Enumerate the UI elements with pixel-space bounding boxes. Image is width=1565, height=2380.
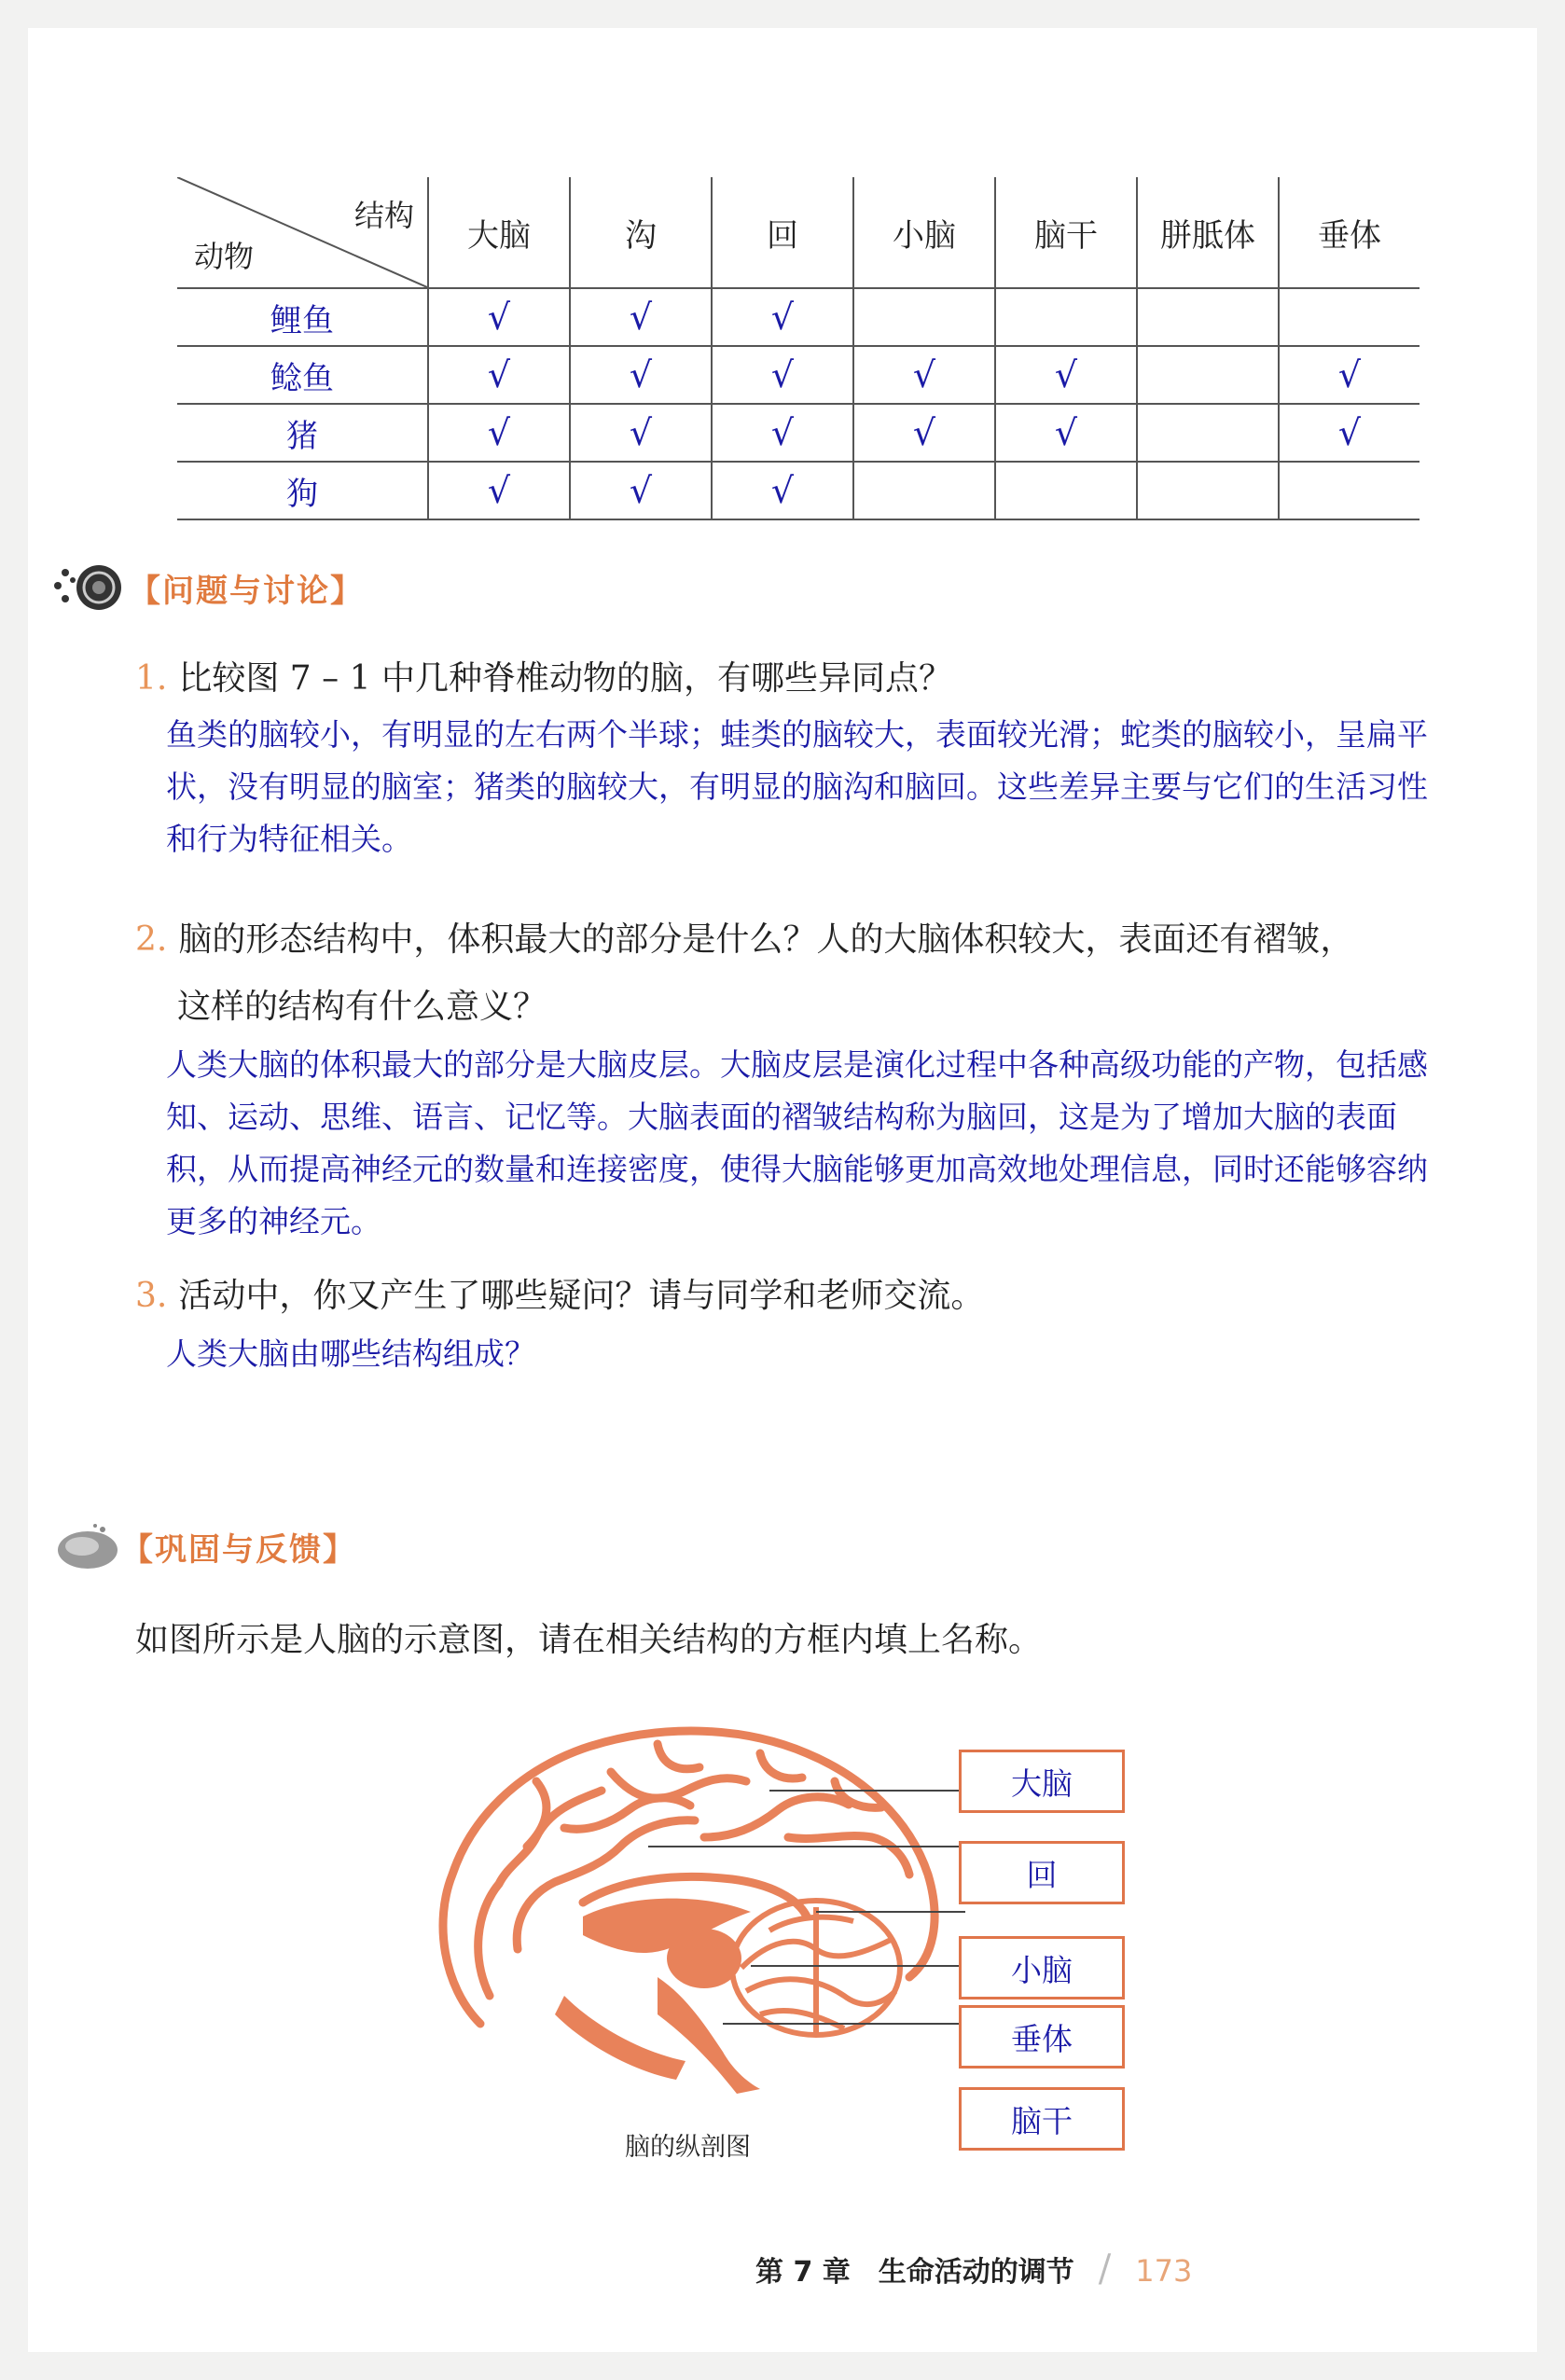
table-cell: √ [570,346,712,404]
table-cell [995,288,1137,346]
table-corner-cell [177,177,428,288]
table-cell [853,462,995,519]
table-cell [853,288,995,346]
feedback-title: 【巩固与反馈】 [121,1530,356,1569]
table-cell: √ [853,346,995,404]
row-animal: 猪 [177,404,428,462]
col-header: 回 [712,177,853,288]
question-2 [135,914,1353,966]
question-text: 比较图 7 – 1 中几种脊椎动物的脑，有哪些异同点？ [178,659,952,698]
discussion-icon [45,560,129,616]
col-header: 胼胝体 [1137,177,1279,288]
table-cell [1279,288,1420,346]
label-box-pituitary[interactable]: 垂体 [959,2005,1125,2069]
col-header: 沟 [570,177,712,288]
question-3 [135,1270,984,1322]
table-cell [1137,462,1279,519]
table-cell: √ [1279,346,1420,404]
table-cell [995,462,1137,519]
table-row [177,462,1420,519]
feedback-icon [54,1520,121,1572]
answer-1: 鱼类的脑较小，有明显的左右两个半球；蛙类的脑较大，表面较光滑；蛇类的脑较小，呈扁平状，没有明显的脑室；猪类的脑较大，有明显的脑沟和脑回。这些差异主要与它们的生活习性和行为特征相关。 [166,716,1428,857]
table-cell: √ [995,346,1137,404]
question-number: 3. [135,1277,168,1315]
corner-label-animal: 动物 [194,239,255,274]
label-box-gyrus[interactable]: 回 [959,1841,1125,1904]
table-cell: √ [570,288,712,346]
question-text: 活动中，你又产生了哪些疑问？请与同学和老师交流。 [178,1277,985,1315]
discussion-title: 【问题与讨论】 [129,572,364,610]
row-animal: 鲤鱼 [177,288,428,346]
table-row [177,346,1420,404]
table-cell: √ [995,404,1137,462]
col-header: 垂体 [1279,177,1420,288]
table-cell [1279,462,1420,519]
table-cell: √ [1279,404,1420,462]
label-box-cerebrum[interactable]: 大脑 [959,1750,1125,1813]
table-cell: √ [712,404,853,462]
row-animal: 狗 [177,462,428,519]
table-cell: √ [428,404,570,462]
corner-label-structure: 结构 [353,198,414,233]
feedback-header [54,1520,356,1572]
chapter-title: 第 7 章 生命活动的调节 [755,2256,1074,2289]
row-animal: 鲶鱼 [177,346,428,404]
question-1 [135,653,952,705]
question-number: 1. [135,659,168,698]
col-header: 脑干 [995,177,1137,288]
table-cell: √ [428,288,570,346]
col-header: 小脑 [853,177,995,288]
col-header: 大脑 [428,177,570,288]
table-header-row [177,177,1420,288]
table-cell: √ [570,404,712,462]
table-cell [1137,288,1279,346]
label-box-brainstem[interactable]: 脑干 [959,2087,1125,2151]
answer-3: 人类大脑由哪些结构组成？ [166,1335,535,1372]
table-cell: √ [712,346,853,404]
table-cell [1137,346,1279,404]
table-cell: √ [853,404,995,462]
page-number: 173 [1135,2253,1193,2289]
table-cell: √ [428,462,570,519]
footer-divider: / [1098,2248,1112,2290]
question-number: 2. [135,920,168,959]
question-text: 脑的形态结构中，体积最大的部分是什么？人的大脑体积较大，表面还有褶皱， [178,920,1354,959]
figure-caption: 脑的纵剖图 [625,2133,751,2162]
table-cell [1137,404,1279,462]
table-row [177,288,1420,346]
table-cell: √ [428,346,570,404]
brain-structure-table [177,177,1420,520]
exercise-stem: 如图所示是人脑的示意图，请在相关结构的方框内填上名称。 [135,1621,1043,1659]
brain-sagittal-diagram [424,1716,965,2108]
page-footer [755,2248,1192,2290]
table-cell: √ [712,462,853,519]
table-cell: √ [712,288,853,346]
label-box-cerebellum[interactable]: 小脑 [959,1936,1125,1999]
discussion-header [45,560,364,616]
table-cell: √ [570,462,712,519]
answer-2: 人类大脑的体积最大的部分是大脑皮层。大脑皮层是演化过程中各种高级功能的产物，包括感知、运动、思维、语言、记忆等。大脑表面的褶皱结构称为脑回，这是为了增加大脑的表面积，从而提高神经元的数量和连接密度，使得大脑能够更加高效地处理信息，同时还能够容纳更多的神经元。 [166,1046,1428,1239]
table-row [177,404,1420,462]
question-2-line2: 这样的结构有什么意义？ [177,988,547,1026]
